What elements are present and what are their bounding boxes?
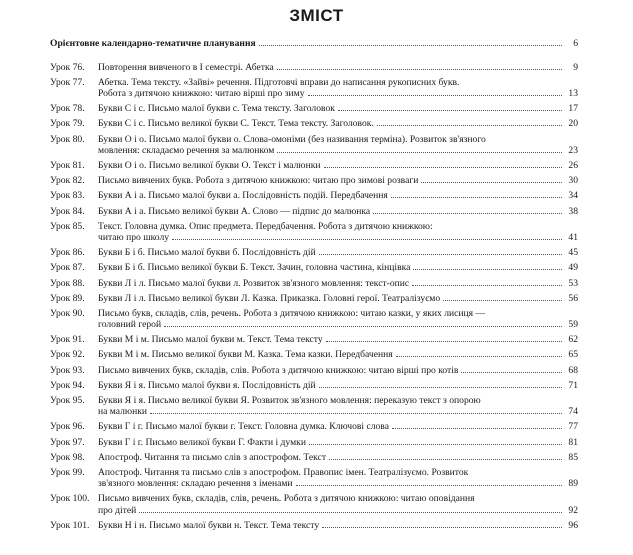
- page-number: 23: [568, 145, 578, 157]
- entry-text-line: Букви С і с. Письмо великої букви С. Текст. Тема тексту. Заголовок.: [98, 118, 374, 130]
- entry-text-line: Текст. Головна думка. Опис предмета. Передбачення. Робота з дитячою книжкою:: [98, 220, 433, 232]
- toc-entry[interactable]: [50, 493, 578, 516]
- page-number: 45: [568, 247, 578, 259]
- lesson-number: Урок 92.: [50, 349, 85, 361]
- entry-text-line: Букви Я і я. Письмо малої букви я. Послідовність дій: [98, 379, 316, 391]
- dot-leader: [164, 326, 562, 327]
- entry-text-line: Букви С і с. Письмо малої букви с. Тема тексту. Заголовок: [98, 103, 335, 115]
- lesson-number: Урок 99.: [50, 466, 85, 478]
- dot-leader: [392, 428, 562, 429]
- dot-leader: [443, 300, 562, 301]
- entry-text-line: Апостроф. Читання та письмо слів з апострофом. Текст: [98, 451, 327, 463]
- dot-leader: [326, 341, 562, 342]
- page-number: 77: [568, 421, 578, 433]
- dot-leader: [421, 182, 562, 183]
- page-title: ЗМІСТ: [289, 6, 344, 25]
- lesson-number: Урок 89.: [50, 292, 85, 304]
- page-number: 9: [573, 61, 578, 73]
- dot-leader: [338, 110, 562, 111]
- lesson-number: Урок 91.: [50, 334, 85, 346]
- lesson-number: Урок 100.: [50, 493, 90, 505]
- toc-entry[interactable]: [50, 467, 578, 490]
- entry-text-line: Букви М і м. Письмо малої букви м. Текст. Тема тексту: [98, 334, 323, 346]
- lesson-number: Урок 94.: [50, 379, 85, 391]
- toc-entry[interactable]: [50, 118, 578, 130]
- lesson-number: Урок 78.: [50, 103, 85, 115]
- dot-leader: [322, 527, 562, 528]
- toc-entry[interactable]: [50, 262, 578, 274]
- lesson-number: Урок 85.: [50, 220, 85, 232]
- toc-list: [50, 62, 578, 532]
- toc-entry[interactable]: [50, 221, 578, 244]
- page-number: 56: [568, 292, 578, 304]
- lesson-number: Урок 80.: [50, 133, 85, 145]
- lesson-number: Урок 90.: [50, 307, 85, 319]
- lesson-number: Урок 101.: [50, 520, 90, 532]
- dot-leader: [329, 459, 562, 460]
- toc-entry[interactable]: [50, 190, 578, 202]
- lesson-number: Урок 97.: [50, 436, 85, 448]
- lesson-number: Урок 82.: [50, 175, 85, 187]
- entry-text-line: Букви Б і б. Письмо малої букви б. Послідовність дій: [98, 247, 316, 259]
- lesson-number: Урок 83.: [50, 190, 85, 202]
- lesson-number: Урок 88.: [50, 277, 85, 289]
- dot-leader: [324, 167, 562, 168]
- dot-leader: [139, 512, 562, 513]
- lesson-number: Урок 98.: [50, 451, 85, 463]
- toc-entry[interactable]: [50, 421, 578, 433]
- lesson-number: Урок 95.: [50, 394, 85, 406]
- toc-entry[interactable]: [50, 175, 578, 187]
- entry-text-line: про дітей: [98, 505, 137, 516]
- dot-leader: [391, 197, 562, 198]
- toc-entry[interactable]: [50, 349, 578, 361]
- entry-text-line: Букви М і м. Письмо великої букви М. Казка. Тема казки. Передбачення: [98, 349, 393, 361]
- dot-leader: [308, 95, 563, 96]
- entry-text-line: Букви Я і я. Письмо великої букви Я. Розвиток зв'язного мовлення: переказую текст з опорою: [98, 394, 481, 406]
- lesson-number: Урок 93.: [50, 364, 85, 376]
- lesson-number: Урок 96.: [50, 421, 85, 433]
- entry-text-line: Букви Л і л. Письмо великої букви Л. Казка. Приказка. Головні герої. Театралізуємо: [98, 292, 441, 304]
- toc-entry[interactable]: [50, 247, 578, 259]
- toc-entry[interactable]: [50, 380, 578, 392]
- entry-text-line: Письмо вивчених букв, складів, слів. Робота з дитячою книжкою: читаю вірші про котів: [98, 364, 459, 376]
- dot-leader: [373, 213, 562, 214]
- page-number: 89: [568, 478, 578, 490]
- page-number: 26: [568, 160, 578, 172]
- table-of-contents: [50, 38, 578, 535]
- entry-text-line: на малюнки: [98, 406, 148, 418]
- entry-text-line: читаю про школу: [98, 232, 170, 244]
- page-number: 34: [568, 190, 578, 202]
- entry-text-line: Букви Б і б. Письмо великої букви Б. Текст. Зачин, головна частина, кінцівка: [98, 262, 411, 274]
- entry-text-line: Письмо вивчених букв, складів, слів, речень. Робота з дитячою книжкою: читаю оповідання: [98, 493, 475, 505]
- lesson-number: Урок 87.: [50, 262, 85, 274]
- entry-text-line: Апостроф. Читання та письмо слів з апострофом. Правопис імен. Театралізуємо. Розвиток: [98, 466, 469, 478]
- entry-text-line: головний герой: [98, 319, 162, 331]
- toc-entry-title: Орієнтовне календарно-тематичне планування: [50, 38, 256, 49]
- dot-leader: [309, 444, 562, 445]
- lesson-number: Урок 77.: [50, 76, 85, 88]
- dot-leader: [396, 356, 562, 357]
- page-number: 17: [568, 103, 578, 115]
- dot-leader: [412, 285, 562, 286]
- entry-text-line: Букви О і о. Письмо великої букви О. Текст і малюнки: [98, 160, 321, 172]
- page-number: 68: [568, 364, 578, 376]
- page-number: 62: [568, 334, 578, 346]
- toc-entry[interactable]: [50, 160, 578, 172]
- page-number: 92: [568, 505, 578, 516]
- toc-entry[interactable]: [50, 520, 578, 532]
- page-number: 20: [568, 118, 578, 130]
- toc-entry[interactable]: [50, 62, 578, 74]
- page-number: 85: [568, 451, 578, 463]
- dot-leader: [319, 387, 562, 388]
- entry-text-line: Робота з дитячою книжкою: читаю вірші про зиму: [98, 88, 305, 100]
- page-number: 65: [568, 349, 578, 361]
- entry-text-line: Букви Г і г. Письмо малої букви г. Текст. Головна думка. Ключові слова: [98, 421, 389, 433]
- page-number: 71: [568, 379, 578, 391]
- page-number: 59: [568, 319, 578, 331]
- dot-leader: [259, 45, 562, 46]
- entry-text-line: зв'язного мовлення: складаю речення з іменами: [98, 478, 293, 490]
- toc-entry[interactable]: [50, 103, 578, 115]
- page-number: 13: [568, 88, 578, 100]
- toc-entry[interactable]: [50, 278, 578, 290]
- dot-leader: [461, 372, 562, 373]
- lesson-number: Урок 86.: [50, 247, 85, 259]
- entry-text-line: Письмо вивчених букв. Робота з дитячою книжкою: читаю про зимові розваги: [98, 175, 419, 187]
- toc-entry[interactable]: [50, 395, 578, 418]
- dot-leader: [296, 485, 562, 486]
- toc-entry[interactable]: [50, 77, 578, 100]
- dot-leader: [319, 254, 562, 255]
- dot-leader: [377, 125, 562, 126]
- toc-entry[interactable]: [50, 365, 578, 377]
- toc-entry[interactable]: [50, 437, 578, 449]
- lesson-number: Урок 76.: [50, 61, 85, 73]
- page-number: 41: [568, 232, 578, 244]
- entry-text-line: Букви А і а. Письмо малої букви а. Послідовність подій. Передбачення: [98, 190, 388, 202]
- page-number: 6: [573, 38, 578, 49]
- toc-entry[interactable]: [50, 452, 578, 464]
- toc-entry[interactable]: [50, 134, 578, 157]
- dot-leader: [172, 239, 562, 240]
- entry-text-line: Букви Н і н. Письмо малої букви н. Текст. Тема тексту: [98, 520, 320, 532]
- page-number: 38: [568, 205, 578, 217]
- toc-entry-plan[interactable]: [50, 38, 578, 50]
- lesson-number: Урок 84.: [50, 205, 85, 217]
- lesson-number: Урок 81.: [50, 160, 85, 172]
- entry-text-line: Повторення вивченого в І семестрі. Абетка: [98, 61, 274, 73]
- dot-leader: [277, 152, 562, 153]
- toc-entry[interactable]: [50, 334, 578, 346]
- entry-text-line: Букви Г і г. Письмо великої букви Г. Факти і думки: [98, 436, 306, 448]
- entry-text-line: Букви О і о. Письмо малої букви о. Слова-омоніми (без називання терміна). Розвиток зв'язного: [98, 133, 486, 145]
- dot-leader: [277, 69, 562, 70]
- page-number: 74: [568, 406, 578, 418]
- dot-leader: [413, 269, 562, 270]
- page-number: 49: [568, 262, 578, 274]
- toc-entry[interactable]: [50, 206, 578, 218]
- page-number: 53: [568, 277, 578, 289]
- toc-entry[interactable]: [50, 293, 578, 305]
- page-number: 96: [568, 520, 578, 532]
- entry-text-line: Букви А і а. Письмо великої букви А. Слово — підпис до малюнка: [98, 205, 371, 217]
- page-number: 81: [568, 436, 578, 448]
- entry-text-line: Письмо букв, складів, слів, речень. Робота з дитячою книжкою: читаю казки, у яких лисиця —: [98, 307, 486, 319]
- entry-text-line: мовлення: складаємо речення за малюнком: [98, 145, 275, 157]
- dot-leader: [150, 413, 562, 414]
- page-number: 30: [568, 175, 578, 187]
- toc-entry[interactable]: [50, 308, 578, 331]
- entry-text-line: Букви Л і л. Письмо малої букви л. Розвиток зв'язного мовлення: текст-опис: [98, 277, 410, 289]
- lesson-number: Урок 79.: [50, 118, 85, 130]
- entry-text-line: Абетка. Тема тексту. «Зайві» речення. Підготовчі вправи до написання рукописних букв.: [98, 76, 460, 88]
